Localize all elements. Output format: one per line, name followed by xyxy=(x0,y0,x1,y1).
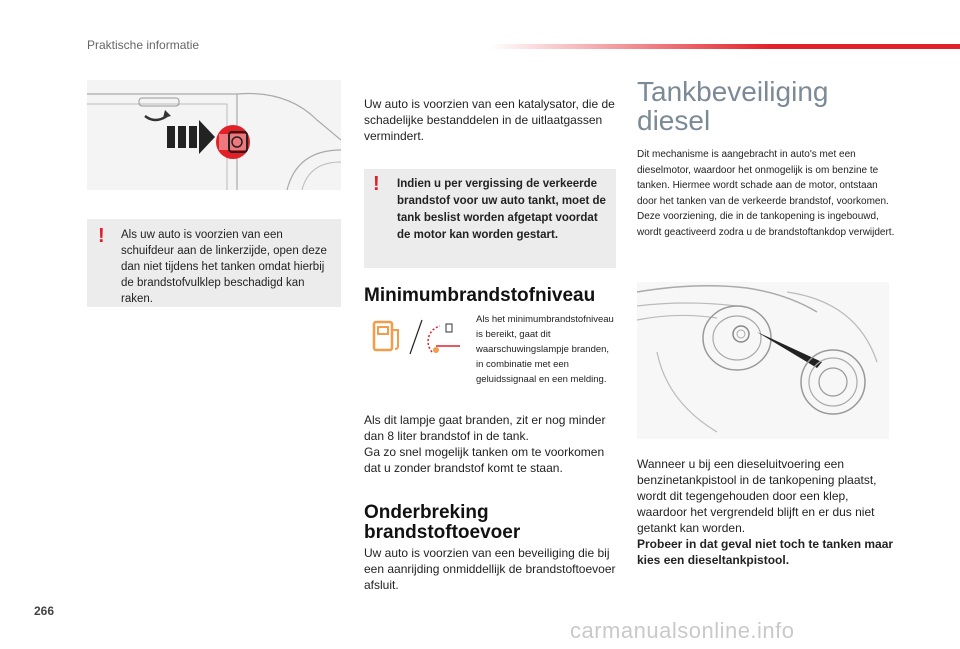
wrong-fuel-warning-box xyxy=(364,169,616,268)
diesel-filler-neck-illustration xyxy=(637,282,889,439)
header-accent-line xyxy=(490,44,960,49)
misfuel-prevention-body-bold: Probeer in dat geval niet toch te tanken maar kies een dieseltankpistool. xyxy=(637,537,894,567)
fuel-pump-icon xyxy=(370,316,464,356)
fuel-cutoff-text: Uw auto is voorzien van een beveiliging die bij een aanrijding onmiddellijk de brandstoftoevoer afsluit. xyxy=(364,546,616,592)
misfuel-prevention-body xyxy=(637,456,899,568)
min-fuel-text-1: Als dit lampje gaat branden, zit er nog minder dan 8 liter brandstof in de tank. xyxy=(364,413,606,443)
fuel-cutoff-heading-1: Onderbreking xyxy=(364,502,489,523)
sliding-door-drawing xyxy=(87,80,341,190)
catalyst-intro: Uw auto is voorzien van een katalysator, die de schadelijke bestanddelen in de uitlaatgassen vermindert. xyxy=(364,97,615,143)
page-number: 266 xyxy=(34,604,55,618)
misfuel-prevention-title-1: Tankbeveiliging xyxy=(637,76,829,107)
sliding-door-illustration xyxy=(87,80,341,190)
warning-icon: ! xyxy=(373,173,380,195)
sliding-door-warning-box xyxy=(87,219,341,307)
min-fuel-heading: Minimumbrandstofniveau xyxy=(364,285,596,306)
min-fuel-caption: Als het minimumbrandstofniveau is bereikt, gaat dit waarschuwingslampje branden, in combinatie met een geluidssignaal en een melding. xyxy=(476,314,614,385)
misfuel-prevention-title-2: diesel xyxy=(637,105,711,136)
watermark: carmanualsonline.info xyxy=(570,618,795,643)
sliding-door-warning-text: Als uw auto is voorzien van een schuifdeur aan de linkerzijde, open deze dan niet tijdens het tanken omdat hierbij de brandstofvulklep beschadigd kan raken. xyxy=(121,229,327,305)
filler-neck-drawing xyxy=(637,282,889,439)
misfuel-prevention-body-text: Wanneer u bij een dieseluitvoering een benzinetankpistool in de tankopening plaatst, wordt dit tegengehouden door een klep, waardoor het vergrendeld blijft en er dus niet getankt kan worden. xyxy=(637,457,877,535)
fuel-cutoff-heading-2: brandstoftoevoer xyxy=(364,522,521,543)
wrong-fuel-warning-text: Indien u per vergissing de verkeerde brandstof voor uw auto tankt, moet de tank beslist worden afgetapt voordat de motor kan worden gestart. xyxy=(397,178,606,241)
section-title: Praktische informatie xyxy=(87,38,200,52)
warning-icon: ! xyxy=(98,225,105,247)
misfuel-prevention-intro: Dit mechanisme is aangebracht in auto's met een dieselmotor, waardoor het onmogelijk is om benzine te tanken. Hiermee wordt schade aan de motor, ontstaan door het tanken van de verkeerde brandstof, voorkomen. Deze voorziening, die in de tankopening is ingebouwd, wordt geactiveerd zodra u de brandstoftankdop verwijdert. xyxy=(637,149,895,238)
min-fuel-text-2: Ga zo snel mogelijk tanken om te voorkomen dat u zonder brandstof komt te staan. xyxy=(364,445,605,475)
fuel-warning-lamp-figure xyxy=(370,316,464,356)
